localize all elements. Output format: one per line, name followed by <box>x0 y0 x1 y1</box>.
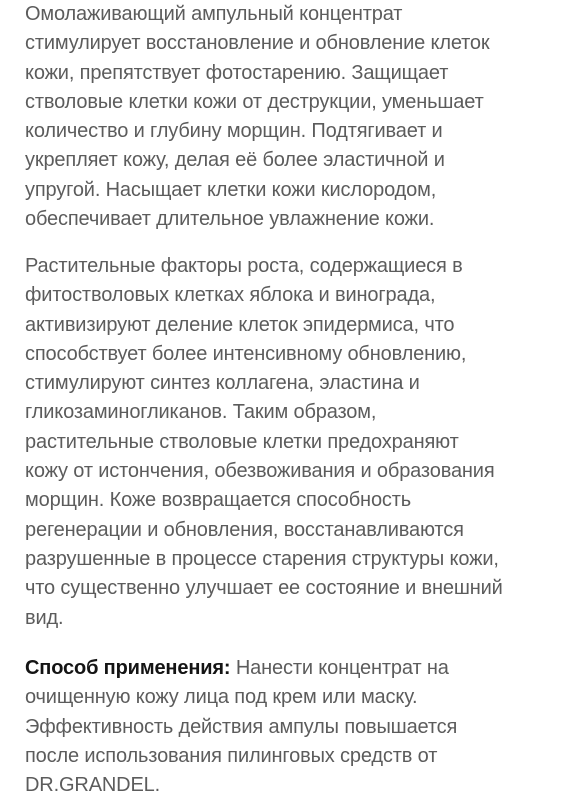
text-line: кожу от истончения, обезвоживания и образования <box>25 460 495 483</box>
text-line: Эффективность действия ампулы повышается <box>25 715 458 738</box>
text-line: регенерации и обновления, восстанавливаются <box>25 518 464 541</box>
text-line: Растительные факторы роста, содержащиеся в <box>25 255 463 277</box>
text-line: Омолаживающий ампульный концентрат <box>25 3 403 25</box>
text-line: активизируют деление клеток эпидермиса, что <box>25 313 455 336</box>
text-line: разрушенные в процессе старения структуры кожи, <box>25 547 499 570</box>
text-line: укрепляет кожу, делая её более эластичной и <box>25 149 445 172</box>
text-line: способствует более интенсивному обновлению, <box>25 342 467 365</box>
text-line: стимулирует восстановление и обновление клеток <box>25 32 490 55</box>
text-line: гликозаминогликанов. Таким образом, <box>25 401 377 424</box>
text-line: очищенную кожу лица под крем или маску. <box>25 686 418 709</box>
usage-label: Способ применения: <box>25 657 231 679</box>
text-line: упругой. Насыщает клетки кожи кислородом, <box>25 178 437 201</box>
text-line: растительные стволовые клетки предохраняют <box>25 430 459 453</box>
text-line: кожи, препятствует фотостарению. Защищает <box>25 61 449 84</box>
text-line: обеспечивает длительное увлажнение кожи. <box>25 208 435 231</box>
usage-first-line <box>25 654 457 683</box>
text-line: что существенно улучшает ее состояние и внешний <box>25 577 503 600</box>
text-line: количество и глубину морщин. Подтягивает и <box>25 120 443 143</box>
usage-paragraph <box>25 654 457 800</box>
text-line: стимулируют синтез коллагена, эластина и <box>25 372 420 395</box>
text-line: морщин. Коже возвращается способность <box>25 489 412 512</box>
usage-first-line-text: Нанести концентрат на <box>230 657 449 679</box>
text-line: после использования пилинговых средств от <box>25 744 438 767</box>
text-line: фитостволовых клетках яблока и винограда, <box>25 284 436 307</box>
text-line: вид. <box>25 606 64 629</box>
text-line: стволовые клетки кожи от деструкции, уменьшает <box>25 90 484 113</box>
text-line: DR.GRANDEL. <box>25 774 161 797</box>
description-paragraph-2 <box>25 252 503 633</box>
description-paragraph-1 <box>25 0 490 234</box>
